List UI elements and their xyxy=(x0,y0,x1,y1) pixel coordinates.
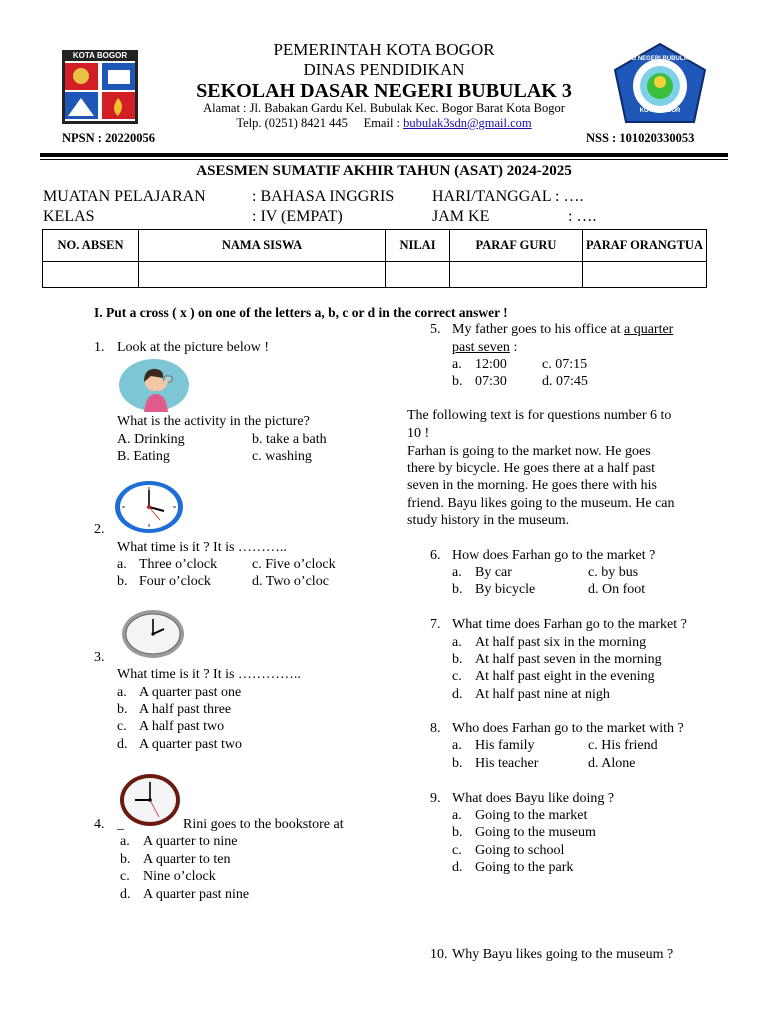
header-divider-thin xyxy=(40,159,728,160)
instruction: I. Put a cross ( x ) on one of the letters a, b, c or d in the correct answer ! xyxy=(94,305,508,320)
q5-text-main: My father goes to his office at xyxy=(452,322,621,337)
q8-option-b-letter: b. xyxy=(452,756,463,771)
q3-number: 3. xyxy=(94,650,105,665)
reading-line-1: Farhan is going to the market now. He goes xyxy=(407,444,651,459)
cell-paraf-guru[interactable] xyxy=(450,262,583,288)
q7-option-d-letter: d. xyxy=(452,687,463,702)
q2-number: 2. xyxy=(94,522,105,537)
npsn: NPSN : 20220056 xyxy=(62,131,156,145)
q2-option-a-letter: a. xyxy=(117,557,127,572)
q2-question: What time is it ? It is ……….. xyxy=(117,540,287,555)
q9-option-d-letter: d. xyxy=(452,860,463,875)
q1-number: 1. xyxy=(94,340,105,355)
header-divider xyxy=(40,153,728,157)
q7-number: 7. xyxy=(430,617,441,632)
q8-number: 8. xyxy=(430,721,441,736)
q5-underlined-1: a quarter xyxy=(623,322,674,337)
q4-blank: _ xyxy=(117,817,124,832)
q1-option-b[interactable]: b. take a bath xyxy=(252,432,327,447)
q4-option-b-letter: b. xyxy=(120,852,131,867)
q4-option-a[interactable]: A quarter to nine xyxy=(143,834,238,849)
th-nama-siswa: NAMA SISWA xyxy=(139,230,386,262)
q9-option-b-letter: b. xyxy=(452,825,463,840)
q8-option-a[interactable]: His family xyxy=(475,738,535,753)
q7-option-b[interactable]: At half past seven in the morning xyxy=(475,652,662,667)
student-info-table xyxy=(42,229,707,288)
cell-nilai[interactable] xyxy=(386,262,450,288)
q5-option-a[interactable]: 12:00 xyxy=(475,357,507,372)
reading-line-2: there by bicycle. He goes there at a half past xyxy=(407,461,656,476)
q6-option-b-letter: b. xyxy=(452,582,463,597)
q4-option-a-letter: a. xyxy=(120,834,130,849)
q5-option-d[interactable]: d. 07:45 xyxy=(542,374,588,389)
q4-option-d[interactable]: A quarter past nine xyxy=(143,887,250,902)
reading-line-3: seven in the morning. He goes there with his xyxy=(407,478,658,493)
q7-option-d[interactable]: At half past nine at nigh xyxy=(475,687,610,702)
q6-number: 6. xyxy=(430,548,441,563)
q1-option-c[interactable]: B. Eating xyxy=(117,449,170,464)
q9-option-a-letter: a. xyxy=(452,808,462,823)
q8-question: Who does Farhan go to the market with ? xyxy=(452,721,684,736)
th-paraf-orangtua: PARAF ORANGTUA xyxy=(583,230,707,262)
q5-text xyxy=(452,321,673,338)
th-no-absen: NO. ABSEN xyxy=(43,230,139,262)
q1-text: Look at the picture below ! xyxy=(117,340,270,355)
q7-option-c-letter: c. xyxy=(452,669,462,684)
q1-option-d[interactable]: c. washing xyxy=(252,449,312,464)
right-logo-top-text: SD NEGERI BUBULAK 3 xyxy=(627,56,693,68)
cell-nama-siswa[interactable] xyxy=(139,262,386,288)
q3-option-b-letter: b. xyxy=(117,702,128,717)
q9-option-c-letter: c. xyxy=(452,843,462,858)
header-department: DINAS PENDIDIKAN xyxy=(303,60,465,79)
q3-option-a[interactable]: A quarter past one xyxy=(139,685,242,700)
q9-option-d[interactable]: Going to the park xyxy=(475,860,574,875)
q5-text-line2 xyxy=(452,339,517,356)
q2-option-b[interactable]: Four o’clock xyxy=(139,574,211,589)
q7-option-a[interactable]: At half past six in the morning xyxy=(475,635,647,650)
q7-option-a-letter: a. xyxy=(452,635,462,650)
q1-question: What is the activity in the picture? xyxy=(117,414,310,429)
email-link[interactable]: bubulak3sdn@gmail.com xyxy=(403,116,532,130)
q6-option-d[interactable]: d. On foot xyxy=(588,582,646,597)
right-logo-bottom-text: KOTA BOGOR xyxy=(639,108,681,114)
q5-underlined-2: past seven xyxy=(452,340,510,355)
subject-label: MUATAN PELAJARAN xyxy=(43,188,206,205)
q2-option-c[interactable]: c. Five o’clock xyxy=(252,557,336,572)
q2-option-b-letter: b. xyxy=(117,574,128,589)
clock-icon-q4 xyxy=(119,773,181,827)
q3-option-d-letter: d. xyxy=(117,737,128,752)
q4-option-c[interactable]: Nine o’clock xyxy=(143,869,216,884)
hour-value: : …. xyxy=(568,208,597,225)
q9-question: What does Bayu like doing ? xyxy=(452,791,615,806)
q4-option-c-letter: c. xyxy=(120,869,130,884)
q3-option-c[interactable]: A half past two xyxy=(139,719,225,734)
q3-option-d[interactable]: A quarter past two xyxy=(139,737,243,752)
header-contact xyxy=(0,116,768,131)
drinking-girl-image xyxy=(118,358,190,412)
header-government: PEMERINTAH KOTA BOGOR xyxy=(273,40,495,59)
q4-number: 4. xyxy=(94,817,105,832)
header-telp: Telp. (0251) 8421 445 xyxy=(236,116,348,130)
q6-option-a-letter: a. xyxy=(452,565,462,580)
cell-no-absen[interactable] xyxy=(43,262,139,288)
q4-question: Rini goes to the bookstore at xyxy=(183,817,344,832)
q9-option-c[interactable]: Going to school xyxy=(475,843,565,858)
q3-option-b[interactable]: A half past three xyxy=(139,702,232,717)
q5-option-b[interactable]: 07:30 xyxy=(475,374,507,389)
subject-value: : BAHASA INGGRIS xyxy=(252,188,395,205)
clock-icon-q2 xyxy=(114,480,184,534)
q10-number: 10. xyxy=(430,947,448,962)
q7-option-b-letter: b. xyxy=(452,652,463,667)
q7-option-c[interactable]: At half past eight in the evening xyxy=(475,669,655,684)
reading-intro-2: 10 ! xyxy=(407,426,430,441)
clock-icon-q3 xyxy=(121,609,185,659)
q8-option-d[interactable]: d. Alone xyxy=(588,756,636,771)
q9-option-b[interactable]: Going to the museum xyxy=(475,825,596,840)
reading-line-4: friend. Bayu likes going to the museum. He can xyxy=(407,496,675,511)
q8-option-c[interactable]: c. His friend xyxy=(588,738,658,753)
q8-option-b[interactable]: His teacher xyxy=(475,756,539,771)
q4-option-b[interactable]: A quarter to ten xyxy=(143,852,231,867)
q1-option-a[interactable]: A. Drinking xyxy=(117,432,185,447)
q10-question: Why Bayu likes going to the museum ? xyxy=(452,947,674,962)
th-nilai: NILAI xyxy=(386,230,450,262)
nss: NSS : 101020330053 xyxy=(586,131,695,145)
q6-option-a[interactable]: By car xyxy=(475,565,512,580)
header-address: Alamat : Jl. Babakan Gardu Kel. Bubulak Kec. Bogor Barat Kota Bogor xyxy=(203,101,565,115)
q5-option-a-letter: a. xyxy=(452,357,462,372)
q5-option-b-letter: b. xyxy=(452,374,463,389)
q9-number: 9. xyxy=(430,791,441,806)
q7-question: What time does Farhan go to the market ? xyxy=(452,617,687,632)
q3-option-a-letter: a. xyxy=(117,685,127,700)
th-paraf-guru: PARAF GURU xyxy=(450,230,583,262)
class-label: KELAS xyxy=(43,208,95,225)
q5-number: 5. xyxy=(430,322,441,337)
q8-option-a-letter: a. xyxy=(452,738,462,753)
q2-option-d[interactable]: d. Two o’cloc xyxy=(252,574,329,589)
day-date-label: HARI/TANGGAL : …. xyxy=(432,188,584,205)
reading-line-5: study history in the museum. xyxy=(407,513,570,528)
header-email-label: Email : xyxy=(363,116,401,130)
class-value: : IV (EMPAT) xyxy=(252,208,343,225)
exam-title: ASESMEN SUMATIF AKHIR TAHUN (ASAT) 2024-2025 xyxy=(196,163,572,179)
q5-option-c[interactable]: c. 07:15 xyxy=(542,357,588,372)
q6-option-b[interactable]: By bicycle xyxy=(475,582,536,597)
reading-intro-1: The following text is for questions number 6 to xyxy=(407,408,672,423)
q3-option-c-letter: c. xyxy=(117,719,127,734)
q3-question: What time is it ? It is ………….. xyxy=(117,667,301,682)
q4-option-d-letter: d. xyxy=(120,887,131,902)
hour-label: JAM KE xyxy=(432,208,490,225)
header-school-name: SEKOLAH DASAR NEGERI BUBULAK 3 xyxy=(196,80,572,102)
q2-option-a[interactable]: Three o’clock xyxy=(139,557,218,572)
q6-option-c[interactable]: c. by bus xyxy=(588,565,639,580)
left-logo-text: KOTA BOGOR xyxy=(72,51,128,60)
q9-option-a[interactable]: Going to the market xyxy=(475,808,588,823)
cell-paraf-orangtua[interactable] xyxy=(583,262,707,288)
q5-colon: : xyxy=(513,340,518,355)
q6-question: How does Farhan go to the market ? xyxy=(452,548,656,563)
